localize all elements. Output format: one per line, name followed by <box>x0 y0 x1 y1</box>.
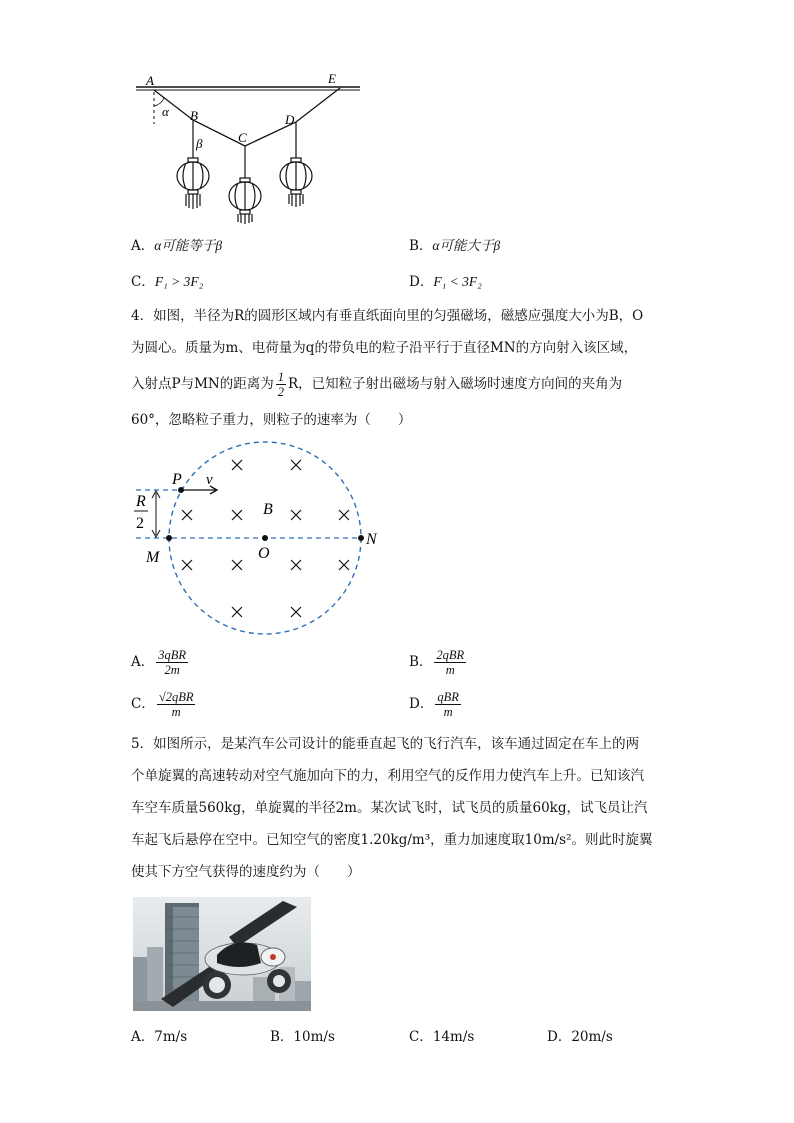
option-letter: D． <box>409 696 434 712</box>
den: m <box>445 663 455 677</box>
option-fraction <box>157 690 196 719</box>
lantern-figure <box>128 68 368 224</box>
q4-stem-line2: 为圆心。质量为m、电荷量为q的带负电的粒子沿平行于直径MN的方向射入该区域， <box>131 340 638 356</box>
q4-stem <box>131 300 671 436</box>
fraction-num: 1 <box>277 370 284 384</box>
num: 3qBR <box>158 648 187 662</box>
option-letter: B． <box>270 1029 294 1045</box>
label-C: C <box>238 130 247 145</box>
q4-stem-line4: 60°，忽略粒子重力，则粒子的速率为（ ） <box>131 412 412 428</box>
label-D: D <box>285 112 295 127</box>
q3-option-c[interactable] <box>131 270 203 290</box>
den: m <box>443 705 453 719</box>
half-fraction <box>276 370 286 399</box>
q5-option-c[interactable] <box>409 1025 474 1045</box>
option-fraction <box>434 648 466 677</box>
q5-option-a[interactable] <box>131 1025 187 1045</box>
q5-option-d[interactable] <box>547 1025 613 1045</box>
magnetic-field-figure <box>128 440 388 640</box>
option-letter: C． <box>131 274 155 290</box>
label-O: O <box>258 545 270 562</box>
num: qBR <box>437 690 459 704</box>
option-fraction <box>435 690 461 719</box>
q4-option-b[interactable] <box>409 648 468 677</box>
label-B: B <box>263 501 273 518</box>
option-letter: C． <box>409 1029 433 1045</box>
option-text: 14m/s <box>432 1029 475 1045</box>
q5-option-b[interactable] <box>270 1025 335 1045</box>
label-P: P <box>172 471 182 488</box>
option-text: α可能等于β <box>154 238 223 253</box>
q4-stem-line3a: 入射点P与MN的距离为 <box>131 376 274 392</box>
label-N: N <box>366 531 377 548</box>
q4-stem-line3b: R，已知粒子射出磁场与射入磁场时速度方向间的夹角为 <box>287 376 623 392</box>
option-letter: A． <box>131 654 155 670</box>
option-text: 20m/s <box>571 1029 613 1045</box>
label-2: 2 <box>136 515 144 532</box>
label-alpha: α <box>162 104 169 119</box>
option-letter: A． <box>131 1029 155 1045</box>
label-beta: β <box>196 136 203 151</box>
option-text: α可能大于β <box>432 238 501 253</box>
q3-option-d[interactable] <box>409 270 482 290</box>
q5-stem-line5: 使其下方空气获得的速度约为（ ） <box>131 864 361 880</box>
option-letter: B． <box>409 238 433 254</box>
lantern-left <box>177 158 209 209</box>
label-R: R <box>136 493 146 510</box>
label-A: A <box>146 73 154 88</box>
label-B: B <box>190 108 198 123</box>
q4-option-d[interactable] <box>409 690 463 719</box>
q4-option-c[interactable] <box>131 690 197 719</box>
q5-stem-line3: 车空车质量560kg，单旋翼的半径2m。某次试飞时，试飞员的质量60kg，试飞员让汽 <box>131 800 648 816</box>
q3-option-a[interactable] <box>131 234 222 254</box>
den: 2m <box>164 663 180 677</box>
option-letter: D． <box>409 274 434 290</box>
option-letter: C． <box>131 696 155 712</box>
label-E: E <box>328 71 336 86</box>
den: m <box>171 705 181 719</box>
lantern-right <box>280 158 312 207</box>
num: √2qBR <box>158 690 194 704</box>
q5-stem-line4: 车起飞后悬停在空中。已知空气的密度1.20kg/m³，重力加速度取10m/s²。则此时旋翼 <box>131 832 653 848</box>
num: 2qBR <box>436 648 465 662</box>
label-v: v <box>206 472 213 488</box>
option-text: F₁ < 3F₂ <box>433 274 482 289</box>
q4-stem-line3 <box>131 364 671 404</box>
option-text: 10m/s <box>293 1029 335 1045</box>
q4-option-a[interactable] <box>131 648 190 677</box>
lantern-middle <box>229 178 261 224</box>
option-fraction <box>156 648 188 677</box>
option-letter: A． <box>131 238 155 254</box>
q5-stem-line1: 5．如图所示，是某汽车公司设计的能垂直起飞的飞行汽车，该车通过固定在车上的两 <box>131 736 640 752</box>
option-text: 7m/s <box>154 1029 188 1045</box>
q4-stem-line1: 4．如图，半径为R的圆形区域内有垂直纸面向里的匀强磁场，磁感应强度大小为B，O <box>131 308 644 324</box>
option-letter: B． <box>409 654 433 670</box>
flying-car-image <box>133 897 311 1011</box>
label-M: M <box>146 549 160 566</box>
option-text: F₁ > 3F₂ <box>154 274 204 289</box>
q5-stem-line2: 个单旋翼的高速转动对空气施加向下的力，利用空气的反作用力使汽车上升。已知该汽 <box>131 768 644 784</box>
q5-stem <box>131 728 671 888</box>
option-letter: D． <box>547 1029 572 1045</box>
q3-option-b[interactable] <box>409 234 500 254</box>
fraction-den: 2 <box>277 385 284 399</box>
